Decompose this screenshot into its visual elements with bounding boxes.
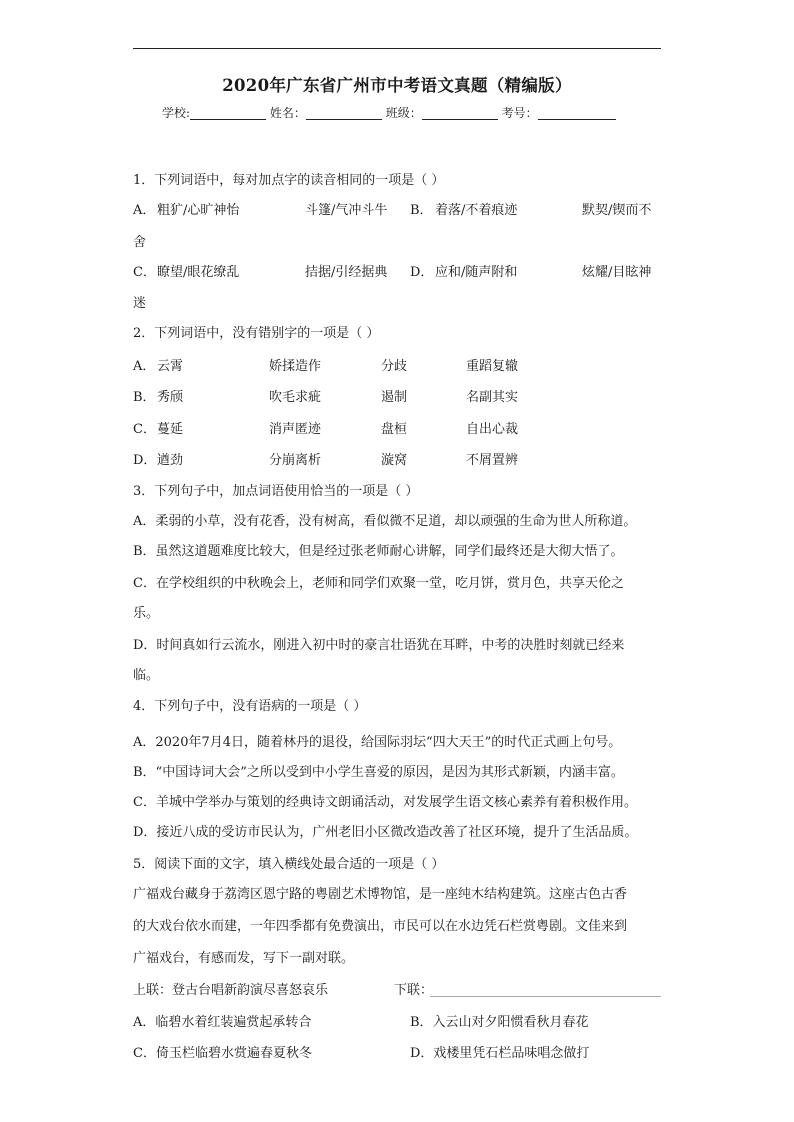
q1-option-d-word1: 应和/随声附和 <box>435 265 518 280</box>
q2-word: 消声匿迹 <box>269 422 322 437</box>
q2-stem: 2．下列词语中，没有错别字的一项是（ ） <box>133 326 380 341</box>
q2-word: 分崩离析 <box>269 453 322 468</box>
top-rule <box>133 48 661 49</box>
exam-no-blank[interactable] <box>538 107 616 120</box>
q4-stem: 4．下列句子中，没有语病的一项是（ ） <box>133 699 367 714</box>
q5-upper-couplet: 上联：登古台唱新韵演尽喜怒哀乐 <box>133 983 329 998</box>
q2-word: 盘桓 <box>381 422 408 437</box>
class-blank[interactable] <box>422 107 498 120</box>
name-label: 姓名： <box>269 106 306 120</box>
school-label: 学校: <box>162 106 191 120</box>
q4-option-b: B．“中国诗词大会”之所以受到中小学生喜爱的原因，是因为其形式新颖，内涵丰富。 <box>133 765 624 780</box>
q5-option-a: A．临碧水着红装遍赏起承转合 <box>133 1015 312 1030</box>
q2-word: 蔓延 <box>157 422 184 437</box>
q2-word: 不屑置辨 <box>466 453 519 468</box>
q5-passage-line: 广福戏台，有感而发，写下一副对联。 <box>133 951 355 966</box>
q3-stem: 3．下列句子中，加点词语使用恰当的一项是（ ） <box>133 484 419 499</box>
q5-passage-line: 的大戏台依水而建，一年四季都有免费演出，市民可以在水边凭石栏赏粤剧。文佳来到 <box>133 919 628 934</box>
q5-lower-couplet-label: 下联： <box>394 983 434 998</box>
q2-word: 娇揉造作 <box>269 359 322 374</box>
q5-option-d: D．戏楼里凭石栏品味唱念做打 <box>410 1046 590 1061</box>
q2-option-letter: D． <box>133 453 157 468</box>
q1-option-c-letter: C． <box>133 265 156 280</box>
q2-word: 遏制 <box>381 390 408 405</box>
q1-option-c-word2: 拮据/引经据典 <box>305 265 388 280</box>
q2-word: 遒劲 <box>157 453 184 468</box>
q3-option-c: C．在学校组织的中秋晚会上，老师和同学们欢聚一堂，吃月饼，赏月色，共享天伦之 <box>133 576 624 591</box>
q3-option-b: B．虽然这道题难度比较大，但是经过张老师耐心讲解，同学们最终还是大彻大悟了。 <box>133 544 624 559</box>
q4-option-c: C．羊城中学举办与策划的经典诗文朗诵活动，对发展学生语文核心素养有着积极作用。 <box>133 795 637 810</box>
q3-option-d-continued: 临。 <box>133 668 160 683</box>
student-info-row <box>162 104 616 121</box>
q1-option-d-continued: 迷 <box>133 296 147 311</box>
q3-option-d: D．时间真如行云流水，刚进入初中时的豪言壮语犹在耳畔，中考的决胜时刻就已经来 <box>133 638 625 653</box>
q1-option-b-word1: 着落/不着痕迹 <box>435 203 518 218</box>
q2-word: 吹毛求疵 <box>269 390 322 405</box>
q1-option-d-word2: 炫耀/目眩神 <box>582 265 652 280</box>
q3-option-a: A．柔弱的小草，没有花香，没有树高，看似微不足道，却以顽强的生命为世人所称道。 <box>133 514 637 529</box>
q1-option-a-letter: A． <box>133 203 156 218</box>
q2-word: 云霄 <box>157 359 184 374</box>
q2-option-letter: A． <box>133 359 156 374</box>
class-label: 班级： <box>385 106 422 120</box>
q3-option-c-continued: 乐。 <box>133 606 160 621</box>
q5-passage-line: 广福戏台藏身于荔湾区恩宁路的粤剧艺术博物馆，是一座纯木结构建筑。这座古色古香 <box>133 887 628 902</box>
q5-option-c: C．倚玉栏临碧水赏遍春夏秋冬 <box>133 1046 312 1061</box>
q2-word: 漩窝 <box>381 453 408 468</box>
q5-lower-couplet-blank[interactable] <box>430 996 661 997</box>
q5-option-b: B．入云山对夕阳惯看秋月春花 <box>410 1015 589 1030</box>
q1-option-a-word1: 粗犷/心旷神怡 <box>157 203 240 218</box>
q1-stem: 1．下列词语中，每对加点字的读音相同的一项是（ ） <box>133 173 445 188</box>
q1-option-b-word2: 默契/锲而不 <box>582 203 652 218</box>
exam-no-label: 考号： <box>501 106 538 120</box>
q1-option-d-letter: D． <box>410 265 434 280</box>
q4-option-d: D．接近八成的受访市民认为，广州老旧小区微改造改善了社区环境，提升了生活品质。 <box>133 825 638 840</box>
document-title: 2020年广东省广州市中考语文真题（精编版） <box>222 76 572 95</box>
q1-option-b-continued: 舍 <box>133 235 147 250</box>
school-blank[interactable] <box>190 107 266 120</box>
q2-word: 秀颀 <box>157 390 184 405</box>
q1-option-b-letter: B． <box>410 203 433 218</box>
q2-word: 分歧 <box>381 359 408 374</box>
name-blank[interactable] <box>306 107 382 120</box>
q2-option-letter: B． <box>133 390 156 405</box>
q4-option-a: A．2020年7月4日，随着林丹的退役，给国际羽坛“四大天王”的时代正式画上句号。 <box>133 735 622 750</box>
q2-option-letter: C． <box>133 422 156 437</box>
q5-stem: 5．阅读下面的文字，填入横线处最合适的一项是（ ） <box>133 857 445 872</box>
q2-word: 自出心裁 <box>466 422 519 437</box>
q2-word: 名副其实 <box>466 390 519 405</box>
q1-option-c-word1: 瞭望/眼花缭乱 <box>157 265 240 280</box>
q1-option-a-word2: 斗篷/气冲斗牛 <box>305 203 388 218</box>
q2-word: 重蹈复辙 <box>466 359 519 374</box>
